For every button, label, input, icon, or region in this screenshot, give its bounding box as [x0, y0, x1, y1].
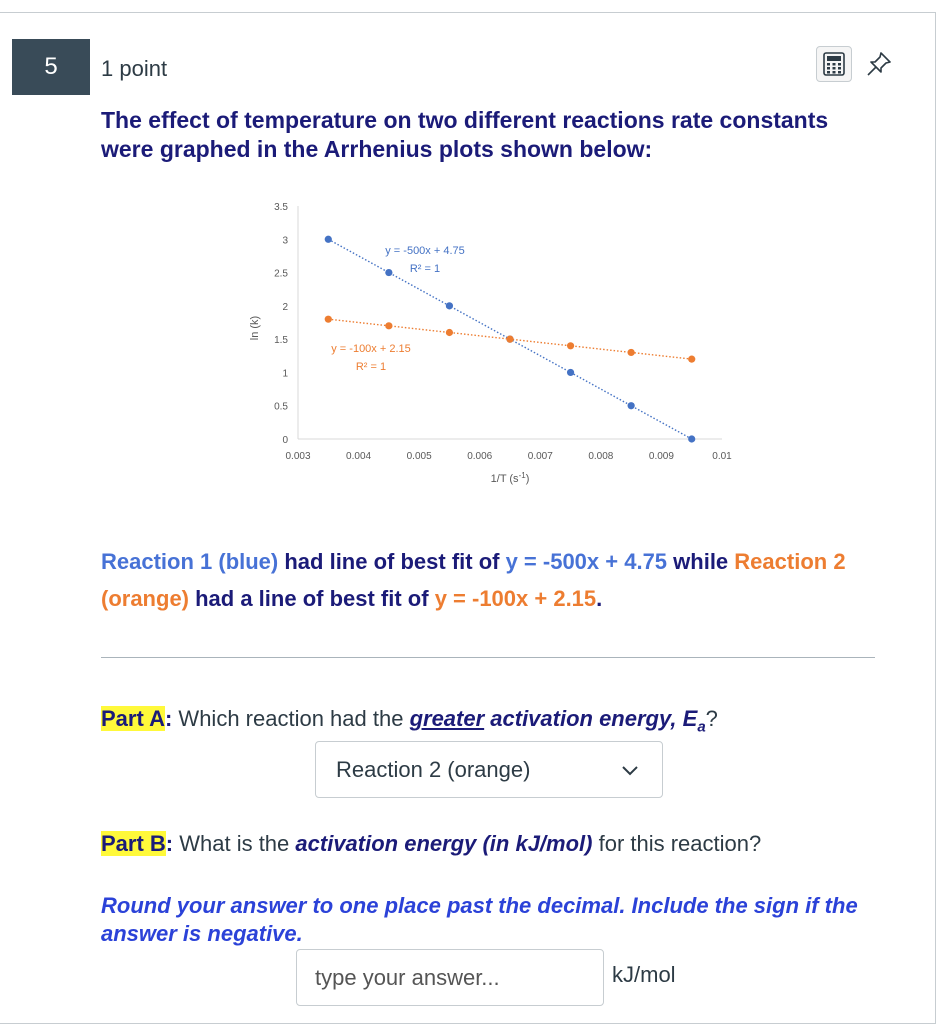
rounding-instruction: Round your answer to one place past the decimal. Include the sign if the answer is negative.: [101, 893, 858, 946]
data-point-series-1: [446, 302, 453, 309]
y-tick-label: 3: [282, 235, 288, 247]
part-a-text: Which reaction had the: [172, 706, 410, 731]
part-a-emph: activation energy, E: [484, 706, 698, 731]
data-point-series-1: [628, 402, 635, 409]
question-tools: [816, 46, 892, 82]
data-point-series-1: [325, 236, 332, 243]
reaction-select-value: Reaction 2 (orange): [336, 756, 531, 782]
fit-text-2: while: [667, 549, 735, 574]
part-b-text-2: for this reaction?: [592, 831, 762, 856]
data-point-series-2: [688, 356, 695, 363]
trend-eq-blue: y = -500x + 4.75: [385, 245, 465, 257]
reaction-select[interactable]: [315, 741, 663, 798]
part-a-label: Part A: [101, 706, 165, 731]
calculator-button[interactable]: [816, 46, 852, 82]
question-number: 5: [12, 39, 90, 95]
trend-r2-orange: R² = 1: [355, 361, 387, 373]
part-a-subscript: a: [697, 718, 706, 736]
x-tick-label: 0.009: [648, 451, 674, 462]
chevron-down-icon: [620, 761, 640, 781]
part-b-question: [101, 831, 761, 857]
reaction-2-equation: y = -100x + 2.15: [434, 586, 597, 611]
trend-r2-blue: R² = 1: [409, 263, 441, 275]
y-tick-label: 1: [282, 368, 288, 380]
data-point-series-2: [446, 329, 453, 336]
part-b-colon: :: [165, 831, 174, 856]
y-tick-label: 0: [282, 435, 288, 446]
data-point-series-1: [567, 369, 574, 376]
x-tick-label: 0.007: [527, 451, 553, 462]
part-b-emph: activation energy (in kJ/mol): [295, 831, 593, 856]
part-a-end: ?: [705, 706, 718, 731]
trend-eq-orange: y = -100x + 2.15: [331, 343, 411, 355]
x-tick-label: 0.008: [588, 451, 614, 462]
x-tick-label: 0.005: [406, 451, 432, 462]
calculator-icon: [823, 52, 845, 76]
question-prompt: The effect of temperature on two different reactions rate constants were graphed in the Arrhenius plots shown below:: [101, 107, 829, 162]
part-a-question: [101, 706, 718, 735]
chart-ylabel: ln (k): [249, 315, 261, 341]
fit-text-4: .: [596, 586, 603, 611]
pin-icon: [866, 51, 892, 77]
pin-button[interactable]: [866, 51, 892, 77]
x-tick-label: 0.003: [285, 451, 311, 462]
part-b-label: Part B: [101, 831, 166, 856]
part-b-text-1: What is the: [173, 831, 296, 856]
y-tick-label: 2.5: [274, 268, 288, 280]
y-tick-label: 3.5: [274, 202, 288, 213]
fit-text-3: had a line of best fit of: [189, 586, 435, 611]
question-points: 1 point: [101, 56, 168, 81]
reaction-1-equation: y = -500x + 4.75: [505, 549, 668, 574]
data-point-series-2: [385, 322, 392, 329]
y-tick-label: 1.5: [274, 335, 288, 347]
answer-input[interactable]: [296, 949, 604, 1006]
x-tick-label: 0.004: [346, 451, 372, 462]
arrhenius-chart: [230, 188, 750, 498]
data-point-series-1: [688, 435, 695, 442]
fit-text-1: had line of best fit of: [278, 549, 506, 574]
best-fit-description: [101, 543, 891, 617]
data-point-series-2: [325, 316, 332, 323]
reaction-1-label: Reaction 1 (blue): [101, 549, 279, 574]
divider: [101, 657, 875, 658]
y-tick-label: 2: [282, 301, 288, 313]
part-a-colon: :: [164, 706, 173, 731]
part-a-greater: greater: [409, 706, 485, 731]
y-tick-label: 0.5: [274, 401, 288, 413]
x-tick-label: 0.01: [712, 451, 732, 462]
x-tick-label: 0.006: [467, 451, 493, 462]
data-point-series-2: [506, 336, 513, 343]
answer-unit: kJ/mol: [612, 962, 676, 987]
reaction-2-label: Reaction 2 (orange): [101, 549, 846, 611]
chart-xlabel: 1/T $(s^{-1})$: [490, 471, 530, 485]
data-point-series-2: [628, 349, 635, 356]
data-point-series-2: [567, 342, 574, 349]
data-point-series-1: [385, 269, 392, 276]
